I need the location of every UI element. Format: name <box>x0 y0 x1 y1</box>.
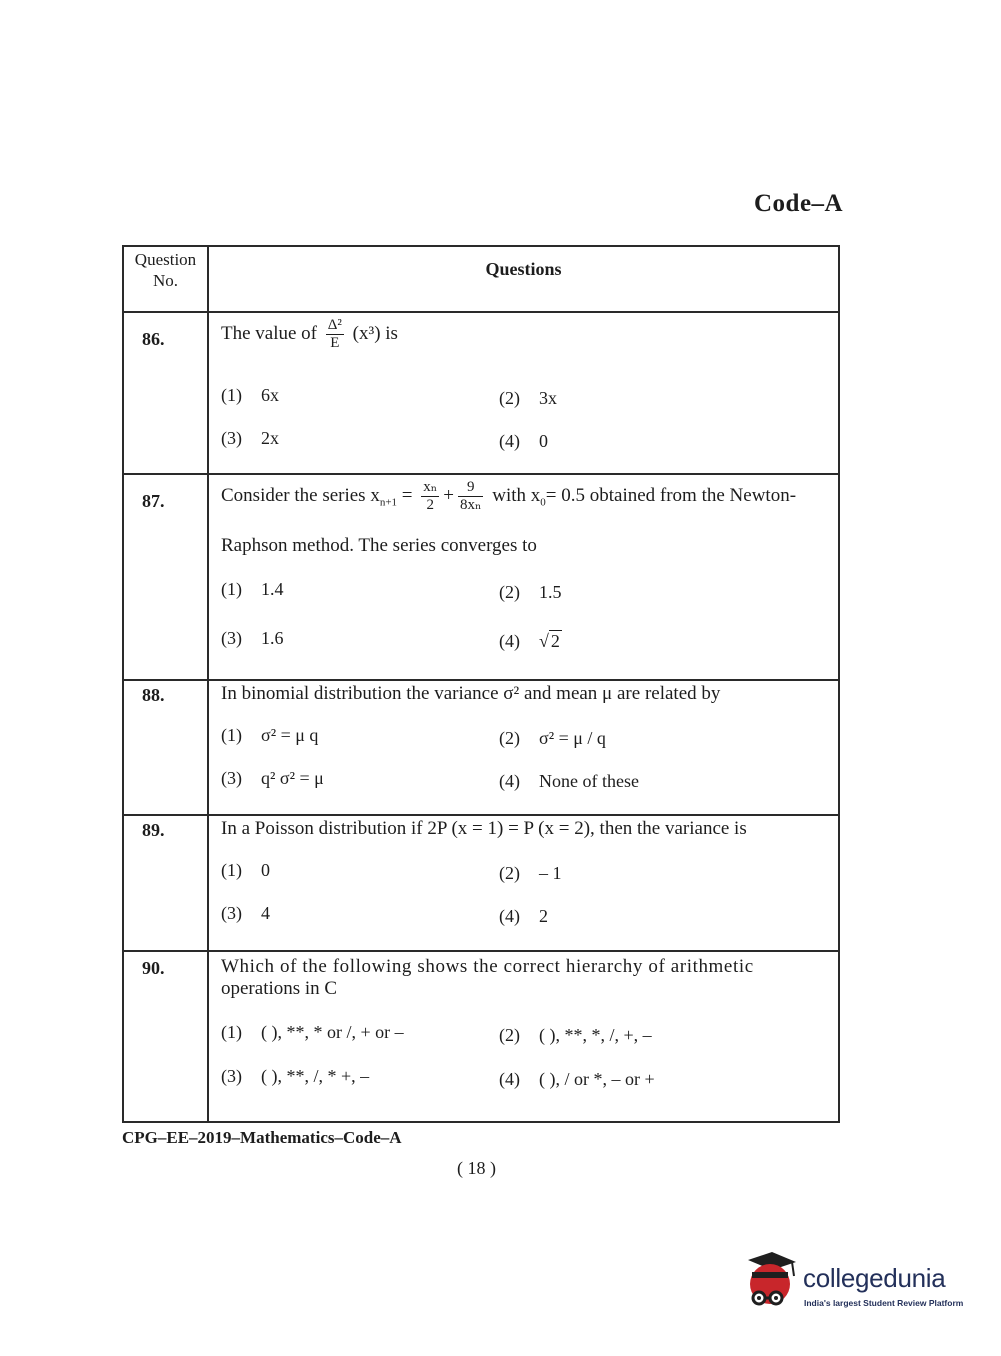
question-row-86 <box>123 312 839 474</box>
question-table <box>122 245 840 1123</box>
option-2[interactable]: (2) 1.5 <box>499 582 562 602</box>
collegedunia-logo[interactable] <box>742 1250 972 1318</box>
brand-name: collegedunia <box>803 1263 946 1293</box>
option-3[interactable]: (3) 2x <box>221 428 279 448</box>
question-stem: The value of $\frac{\text{Δ²}}{E}$ (x³) is <box>221 317 398 351</box>
option-4[interactable]: (4) 0 <box>499 431 548 451</box>
question-row-89 <box>123 815 839 951</box>
page-number: ( 18 ) <box>457 1158 496 1178</box>
header-questions: Questions <box>208 246 839 312</box>
option-1[interactable]: (1) σ² = μ q <box>221 725 319 745</box>
question-number: 87. <box>123 474 208 680</box>
question-stem: In a Poisson distribution if 2P (x = 1) = P (x = 2), then the variance is <box>221 818 747 839</box>
footer-paper-id: CPG–EE–2019–Mathematics–Code–A <box>122 1128 402 1147</box>
paper-code: Code–A <box>754 190 844 217</box>
question-body <box>208 951 839 1122</box>
question-row-88 <box>123 680 839 815</box>
option-1[interactable]: (1) 6x <box>221 385 279 405</box>
option-3[interactable]: (3) ( ), **, /, * +, – <box>221 1066 370 1086</box>
fraction: $\frac{9}{\text{8xₙ}}$ <box>459 479 482 513</box>
option-4[interactable]: (4) 2 <box>499 906 548 926</box>
question-stem: In binomial distribution the variance σ² and mean μ are related by <box>221 683 721 704</box>
option-1[interactable]: (1) 0 <box>221 860 270 880</box>
question-number: 88. <box>123 680 208 815</box>
option-2[interactable]: (2) ( ), **, *, /, +, – <box>499 1025 652 1045</box>
header-row <box>123 246 839 312</box>
option-3[interactable]: (3) q² σ² = μ <box>221 768 324 788</box>
question-stem-line2: operations in C <box>221 978 338 999</box>
question-body <box>208 474 839 680</box>
option-1[interactable]: (1) 1.4 <box>221 579 284 599</box>
option-1[interactable]: (1) ( ), **, * or /, + or – <box>221 1022 404 1042</box>
question-row-90 <box>123 951 839 1122</box>
question-stem: Which of the following shows the correct hierarchy of arithmetic <box>221 956 754 977</box>
question-body <box>208 680 839 815</box>
option-3[interactable]: (3) 4 <box>221 903 270 923</box>
option-2[interactable]: (2) 3x <box>499 388 557 408</box>
question-row-87 <box>123 474 839 680</box>
brand-tagline: India's largest Student Review Platform <box>804 1298 964 1308</box>
header-question-no: Question No. <box>123 246 208 312</box>
sqrt-symbol: √ 2 <box>539 631 560 651</box>
question-body <box>208 312 839 474</box>
question-stem-line2: Raphson method. The series converges to <box>221 535 537 556</box>
option-4[interactable]: (4) √ 2 <box>499 631 560 651</box>
question-body <box>208 815 839 951</box>
option-4[interactable]: (4) None of these <box>499 771 639 791</box>
fraction: $\frac{\text{xₙ}}{2}$ <box>423 479 438 513</box>
option-2[interactable]: (2) – 1 <box>499 863 562 883</box>
question-stem: Consider the series $x_{n+1}$ = $\frac{\text{xₙ}}{2}$ + $\frac{9}{\text{8xₙ}}$ with $x_0= 0.5$ obtained from the Newton- <box>221 479 797 513</box>
question-number: 89. <box>123 815 208 951</box>
fraction: $\frac{\text{Δ²}}{E}$ <box>327 317 342 351</box>
mascot-icon <box>742 1250 802 1318</box>
question-number: 86. <box>123 312 208 474</box>
option-2[interactable]: (2) σ² = μ / q <box>499 728 606 748</box>
question-number: 90. <box>123 951 208 1122</box>
option-4[interactable]: (4) ( ), / or *, – or + <box>499 1069 655 1089</box>
option-3[interactable]: (3) 1.6 <box>221 628 284 648</box>
